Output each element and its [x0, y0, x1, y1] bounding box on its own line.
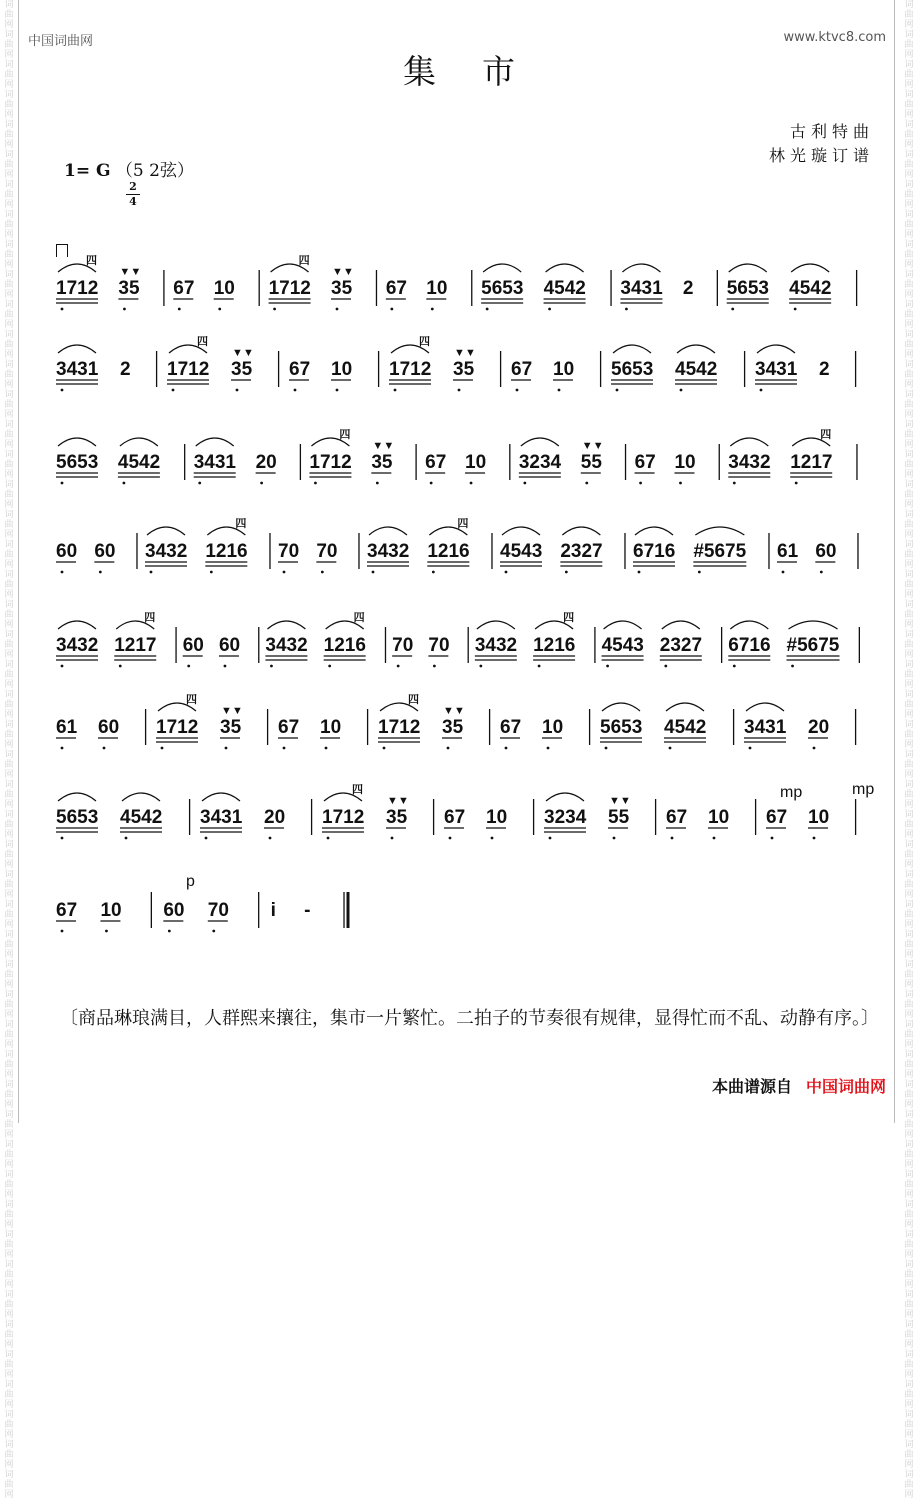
slur [267, 621, 305, 629]
fingering-mark: 四 [186, 694, 197, 706]
octave-dot [123, 482, 126, 485]
staccato-mark: ▼ [221, 705, 232, 717]
octave-dot [795, 482, 798, 485]
time-signature-top: 2 [129, 180, 137, 193]
slur [369, 527, 407, 535]
dynamic-mp: mp [780, 784, 803, 801]
staccato-mark: ▼ [581, 440, 593, 452]
slur [546, 264, 584, 272]
staccato-mark: ▼ [609, 795, 620, 807]
note-group: 1217 [790, 452, 833, 473]
note-group: 70 [428, 635, 450, 656]
note-group: 20 [808, 717, 830, 738]
octave-dot [336, 389, 339, 392]
note-group: 5653 [56, 807, 99, 828]
octave-dot [565, 571, 568, 574]
note-group: 60 [98, 717, 120, 738]
note-group: 67 [444, 807, 466, 828]
note-group: 2 [819, 359, 830, 380]
octave-dot [123, 308, 126, 311]
note-group: 35 [331, 278, 353, 299]
octave-dot [187, 665, 190, 668]
octave-dot [269, 837, 272, 840]
fingering-mark: 四 [408, 694, 419, 706]
note-group: 4542 [675, 359, 718, 380]
octave-dot [61, 571, 64, 574]
octave-dot [782, 571, 785, 574]
octave-dot [325, 747, 328, 750]
note-group: 3432 [265, 635, 308, 656]
fingering-mark: 四 [235, 518, 247, 530]
slur [622, 264, 660, 272]
fingering-mark: 四 [419, 336, 430, 348]
octave-dot [383, 747, 386, 750]
fingering-mark: 四 [352, 784, 363, 796]
fingering-mark: 四 [353, 612, 365, 624]
octave-dot [813, 747, 816, 750]
note-group: 70 [316, 541, 338, 562]
note-group: 60 [94, 541, 116, 562]
note-group: 1712 [309, 452, 352, 473]
note-group: #5675 [786, 635, 840, 656]
score-title: 集市 [403, 52, 561, 91]
note-group: 5653 [611, 359, 654, 380]
octave-dot [125, 837, 128, 840]
note-group: 10 [542, 717, 564, 738]
note-group: 3432 [145, 541, 188, 562]
octave-dot [538, 665, 541, 668]
octave-dot [680, 389, 683, 392]
note-group: 35 [371, 452, 393, 473]
octave-dot [61, 308, 64, 311]
octave-dot [397, 665, 400, 668]
octave-dot [336, 308, 339, 311]
octave-dot [486, 308, 489, 311]
note-group: 10 [465, 452, 487, 473]
slur [602, 703, 640, 711]
octave-dot [236, 389, 239, 392]
slur [502, 527, 540, 535]
note-group: 6716 [728, 635, 771, 656]
note-group: 60 [218, 635, 241, 656]
octave-dot [225, 747, 228, 750]
slur [635, 527, 673, 535]
note-group: 20 [255, 452, 277, 473]
note-group: 1712 [322, 807, 365, 828]
note-group: 1712 [268, 278, 311, 299]
octave-dot [505, 747, 508, 750]
key-label: 1= G [64, 161, 111, 181]
octave-dot [105, 930, 108, 933]
note-group: 2 [682, 278, 694, 299]
site-url: www.ktvc8.com [783, 30, 886, 45]
octave-dot [664, 665, 667, 668]
octave-dot [150, 571, 153, 574]
octave-dot [491, 837, 494, 840]
fingering-mark: 四 [298, 255, 310, 267]
note-group: 10 [213, 278, 235, 299]
octave-dot [431, 308, 434, 311]
note-group: 4542 [789, 278, 832, 299]
fingering-mark: 四 [457, 518, 469, 530]
note-group: 35 [442, 717, 464, 738]
note-group: 61 [56, 717, 78, 738]
octave-dot [585, 482, 588, 485]
octave-dot [449, 837, 452, 840]
fingering-mark: 四 [197, 336, 208, 348]
note-group: 4543 [601, 635, 644, 656]
octave-dot [430, 482, 433, 485]
slur [196, 438, 234, 446]
note-group: 67 [385, 278, 407, 299]
octave-dot [433, 665, 436, 668]
octave-dot [698, 571, 701, 574]
note-group: 20 [264, 807, 286, 828]
note-group: 10 [320, 717, 342, 738]
note-group: 3432 [367, 541, 410, 562]
slur [662, 621, 700, 629]
staccato-mark: ▼ [383, 440, 395, 452]
octave-dot [605, 747, 608, 750]
note-group: 67 [278, 717, 300, 738]
staccato-mark: ▼ [243, 347, 254, 359]
note-group: 55 [608, 807, 630, 828]
note-group: 10 [100, 900, 122, 921]
octave-dot [390, 308, 393, 311]
staccato-mark: ▼ [332, 266, 343, 278]
octave-dot [61, 665, 64, 668]
note-group: 1712 [378, 717, 421, 738]
note-group: 67 [666, 807, 688, 828]
staccato-mark: ▼ [620, 795, 631, 807]
note-group: 10 [808, 807, 830, 828]
note-group: 60 [815, 541, 837, 562]
slur [120, 438, 158, 446]
octave-dot [210, 571, 213, 574]
tuning-label: （5 2弦） [115, 161, 194, 181]
slur [477, 621, 515, 629]
note-group: 1216 [205, 541, 248, 562]
octave-dot [479, 665, 482, 668]
octave-dot [103, 747, 106, 750]
octave-dot [547, 747, 550, 750]
slur [757, 345, 795, 353]
note-group: 70 [278, 541, 300, 562]
octave-dot [283, 571, 286, 574]
fingering-mark: 四 [563, 612, 575, 624]
note-group: 3431 [755, 359, 798, 380]
octave-dot [205, 837, 208, 840]
octave-dot [713, 837, 716, 840]
slur [730, 438, 768, 446]
octave-dot [218, 308, 221, 311]
octave-dot [794, 308, 797, 311]
octave-dot [671, 837, 674, 840]
note-group: 3234 [518, 452, 562, 473]
octave-dot [505, 571, 508, 574]
octave-dot [733, 482, 736, 485]
note-group: 10 [486, 807, 508, 828]
octave-dot [639, 482, 642, 485]
staccato-mark: ▼ [465, 347, 476, 359]
staccato-mark: ▼ [343, 266, 354, 278]
staccato-mark: ▼ [592, 440, 604, 452]
slur [730, 621, 768, 629]
note-group: 67 [425, 452, 447, 473]
note-group: 67 [511, 359, 533, 380]
octave-dot [447, 747, 450, 750]
note-group: 10 [553, 359, 575, 380]
note-group: 5653 [481, 278, 524, 299]
octave-dot [321, 571, 324, 574]
octave-dot [270, 665, 273, 668]
octave-dot [820, 571, 823, 574]
note-group: 1712 [56, 278, 99, 299]
staccato-mark: ▼ [232, 347, 243, 359]
note-group: 3431 [193, 452, 236, 473]
composer-credit: 古利特曲 [789, 122, 874, 141]
octave-dot [523, 482, 526, 485]
note-group: - [304, 900, 311, 921]
note-group: 2327 [560, 541, 603, 562]
octave-dot [749, 747, 752, 750]
note-group: 35 [220, 717, 242, 738]
slur [546, 793, 584, 801]
note-group: 10 [708, 807, 730, 828]
staccato-mark: ▼ [119, 266, 131, 278]
octave-dot [669, 747, 672, 750]
octave-dot [168, 930, 171, 933]
note-group: 4543 [500, 541, 543, 562]
piece-description: 〔商品琳琅满目，人群熙来攘往，集市一片繁忙。二拍子的节奏很有规律，显得忙而不乱、动静有序。〕 [60, 1008, 879, 1029]
slur [58, 793, 96, 801]
note-group: 1712 [156, 717, 199, 738]
note-group: 2 [120, 359, 131, 380]
octave-dot [328, 665, 331, 668]
note-group: 4542 [543, 278, 586, 299]
note-group: 1216 [323, 635, 366, 656]
site-name: 中国词曲网 [28, 34, 94, 49]
note-group: 55 [580, 452, 602, 473]
note-group: 67 [289, 359, 311, 380]
octave-dot [224, 665, 227, 668]
slur [666, 703, 704, 711]
note-group: 61 [777, 541, 799, 562]
left-watermark-strip: 词曲网词曲网词曲网词曲网词曲网词曲网词曲网词曲网词曲网词曲网词曲网词曲网词曲网词曲网词曲网词曲网词曲网词曲网词曲网词曲网词曲网词曲网词曲网词曲网词曲网词曲网词曲网词曲网词曲网词曲网词曲网词曲网词曲网词曲网词曲网词曲网词曲网词曲网词曲网词曲网词曲网词曲网词曲网词曲网词曲网词曲网词曲网词曲网词曲网词曲网 [4, 0, 14, 1500]
slur [521, 438, 559, 446]
octave-dot [470, 482, 473, 485]
note-group: 1712 [389, 359, 432, 380]
note-group: 2327 [659, 635, 703, 656]
note-group: 67 [634, 452, 656, 473]
octave-dot [616, 389, 619, 392]
octave-dot [327, 837, 330, 840]
octave-dot [613, 837, 616, 840]
octave-dot [679, 482, 682, 485]
octave-dot [733, 665, 736, 668]
note-group: 10 [426, 278, 448, 299]
note-group: 3431 [744, 717, 787, 738]
octave-dot [432, 571, 435, 574]
slur [729, 264, 767, 272]
staccato-mark: ▼ [130, 266, 142, 278]
note-group: 67 [56, 900, 78, 921]
slur [147, 527, 185, 535]
octave-dot [376, 482, 379, 485]
note-group: 35 [231, 359, 253, 380]
slur [604, 621, 642, 629]
note-group: 35 [453, 359, 475, 380]
note-group: 3234 [544, 807, 587, 828]
note-group: 67 [500, 717, 522, 738]
octave-dot [771, 837, 774, 840]
octave-dot [314, 482, 317, 485]
octave-dot [760, 389, 763, 392]
right-watermark-strip: 词曲网词曲网词曲网词曲网词曲网词曲网词曲网词曲网词曲网词曲网词曲网词曲网词曲网词曲网词曲网词曲网词曲网词曲网词曲网词曲网词曲网词曲网词曲网词曲网词曲网词曲网词曲网词曲网词曲网词曲网词曲网词曲网词曲网词曲网词曲网词曲网词曲网词曲网词曲网词曲网词曲网词曲网词曲网词曲网词曲网词曲网词曲网词曲网词曲网词曲网 [904, 0, 914, 1500]
staccato-mark: ▼ [372, 440, 384, 452]
note-group: 4542 [120, 807, 163, 828]
staccato-mark: ▼ [398, 795, 409, 807]
octave-dot [283, 747, 286, 750]
octave-dot [61, 930, 64, 933]
note-group: 1712 [167, 359, 210, 380]
note-group: 1217 [114, 635, 157, 656]
note-group: 5653 [600, 717, 643, 738]
time-signature-bottom: 4 [129, 195, 137, 208]
octave-dot [606, 665, 609, 668]
octave-dot [391, 837, 394, 840]
note-group: 3431 [620, 278, 663, 299]
note-group: 10 [331, 359, 353, 380]
octave-dot [549, 837, 552, 840]
fingering-mark: 四 [86, 255, 97, 267]
octave-dot [260, 482, 263, 485]
note-group: 60 [56, 541, 78, 562]
note-group: 5653 [56, 452, 99, 473]
octave-dot [61, 747, 64, 750]
note-group: 5653 [726, 278, 769, 299]
fingering-mark: 四 [339, 429, 351, 441]
slur [58, 438, 96, 446]
dynamic-p: p [186, 873, 195, 890]
note-group: 1216 [533, 635, 576, 656]
octave-dot [516, 389, 519, 392]
note-group: 3432 [728, 452, 771, 473]
note-group: i [270, 900, 276, 921]
octave-dot [731, 308, 734, 311]
octave-dot [178, 308, 181, 311]
octave-dot [119, 665, 122, 668]
octave-dot [61, 837, 64, 840]
note-group: 1216 [427, 541, 470, 562]
note-group: 60 [163, 900, 185, 921]
octave-dot [625, 308, 628, 311]
octave-dot [161, 747, 164, 750]
note-group: 3431 [56, 359, 99, 380]
octave-dot [458, 389, 461, 392]
note-group: 60 [182, 635, 204, 656]
note-group: 3431 [200, 807, 243, 828]
note-group: 35 [386, 807, 408, 828]
dynamic-mp: mp [852, 781, 875, 798]
slur [58, 345, 96, 353]
slur [483, 264, 521, 272]
slur [58, 621, 96, 629]
octave-dot [172, 389, 175, 392]
octave-dot [61, 389, 64, 392]
note-group: 4542 [664, 717, 707, 738]
fingering-mark: 四 [144, 612, 156, 624]
note-group: 67 [766, 807, 788, 828]
slur [562, 527, 600, 535]
slur [746, 703, 784, 711]
octave-dot [61, 482, 64, 485]
source-footer [712, 1074, 886, 1097]
note-group: 6716 [633, 541, 676, 562]
arranger-credit: 林光璇订谱 [768, 146, 874, 165]
octave-dot [638, 571, 641, 574]
staccato-mark: ▼ [443, 705, 454, 717]
staccato-mark: ▼ [454, 347, 465, 359]
octave-dot [372, 571, 375, 574]
note-group: 3432 [56, 635, 99, 656]
octave-dot [198, 482, 201, 485]
fingering-mark: 四 [820, 429, 832, 441]
octave-dot [791, 665, 794, 668]
staccato-mark: ▼ [232, 705, 243, 717]
staccato-mark: ▼ [454, 705, 465, 717]
octave-dot [548, 308, 551, 311]
note-group: #5675 [693, 541, 747, 562]
note-group: 35 [118, 278, 140, 299]
slur [677, 345, 715, 353]
note-group: 3432 [474, 635, 518, 656]
slur [613, 345, 651, 353]
note-group: 70 [392, 635, 414, 656]
octave-dot [813, 837, 816, 840]
octave-dot [558, 389, 561, 392]
octave-dot [294, 389, 297, 392]
note-group: 70 [207, 900, 229, 921]
staccato-mark: ▼ [387, 795, 398, 807]
note-group: 4542 [117, 452, 161, 473]
slur [789, 621, 838, 629]
octave-dot [99, 571, 102, 574]
slur [791, 264, 829, 272]
octave-dot [394, 389, 397, 392]
slur [122, 793, 160, 801]
slur [695, 527, 744, 535]
source-label: 本曲谱源自 [711, 1077, 792, 1096]
slur [202, 793, 240, 801]
note-group: 10 [674, 452, 696, 473]
octave-dot [273, 308, 276, 311]
octave-dot [212, 930, 215, 933]
note-group: 67 [173, 278, 195, 299]
source-brand: 中国词曲网 [805, 1077, 886, 1096]
